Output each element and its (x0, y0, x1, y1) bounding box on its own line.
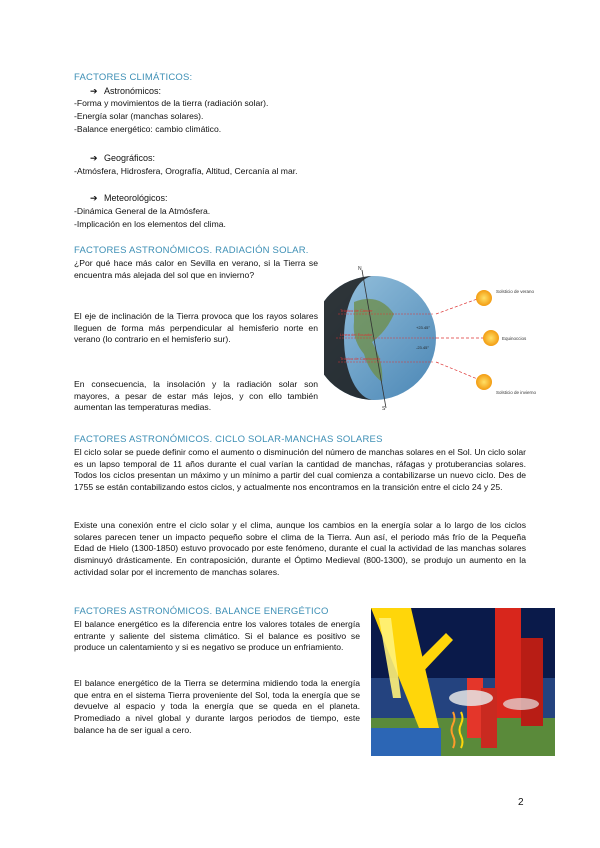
subheading-meteorologicos: ➔ Meteorológicos: (90, 193, 168, 203)
paragraph: El ciclo solar se puede definir como el aumento o disminución del número de manchas solares en el Sol. Un ciclo solar es un lapso temporal de 11 años durante el cual varían la cantidad de manchas, ráfagas y protuberancias solares. Todos los ciclos presentan un máximo y un mínimo a partir del cual comienza a contabilizarse un nuevo ciclo. Des de 1755 se están contabilizando estos ciclos, y actualmente nos encontramos en la transición entre el ciclo 24 y 25. (74, 447, 526, 493)
section-heading-ciclo: FACTORES ASTRONÓMICOS. CICLO SOLAR-MANCHAS SOLARES (74, 434, 383, 445)
paragraph: El eje de inclinación de la Tierra provoca que los rayos solares lleguen de forma más perpendicular al hemisferio norte en verano (lo contrario en el hemisferio sur). (74, 311, 318, 345)
arrow-right-icon: ➔ (90, 153, 98, 163)
angle-label: -23.45° (416, 345, 429, 350)
list-item: -Energía solar (manchas solares). (74, 111, 204, 121)
solstice-summer-label: Solsticio de verano (496, 289, 535, 294)
sun-icon (476, 374, 492, 390)
paragraph: El balance energético es la diferencia entre los valores totales de energía entrante y saliente del sistema climático. Si el balance es positivo se produce un calentamiento y si es negativo se produce un enfriamiento. (74, 619, 360, 653)
section-heading-balance: FACTORES ASTRONÓMICOS. BALANCE ENERGÉTICO (74, 606, 329, 617)
ocean-band (371, 728, 441, 756)
south-label: S (382, 406, 386, 412)
arrow-right-icon: ➔ (90, 193, 98, 203)
list-item: -Dinámica General de la Atmósfera. (74, 206, 211, 216)
back-radiation-arrow (467, 678, 483, 738)
list-item: -Forma y movimientos de la tierra (radiación solar). (74, 98, 269, 108)
lat-label: Trópico de Capricornio (340, 356, 381, 361)
lat-label: Línea del Ecuador (340, 332, 373, 337)
cloud-shape (503, 698, 539, 710)
paragraph: El balance energético de la Tierra se determina midiendo toda la energía que entra en el sistema Tierra proveniente del Sol, toda la energía que se devuelve al espacio y toda la energía que se queda en el planeta. Promediado a nivel global y durante largos periodos de tiempo, este balance ha de ser igual a cero. (74, 678, 360, 735)
paragraph: ¿Por qué hace más calor en Sevilla en verano, si la Tierra se encuentra más alejada del sol que en invierno? (74, 258, 318, 280)
paragraph: En consecuencia, la insolación y la radiación solar son mayores, a pesar de estar más lejos, y con ello también aumentan las temperaturas medias. (74, 379, 318, 413)
list-item: -Atmósfera, Hidrosfera, Orografía, Altitud, Cercanía al mar. (74, 166, 298, 176)
north-label: N (358, 266, 362, 272)
sun-ray (436, 298, 480, 314)
subheading-geograficos: ➔ Geográficos: (90, 153, 156, 163)
energy-balance-diagram (371, 608, 555, 756)
outgoing-longwave-arrow (521, 638, 543, 726)
solstice-diagram (324, 262, 544, 412)
sun-icon (476, 290, 492, 306)
section-heading-climaticos: FACTORES CLIMÁTICOS: (74, 72, 193, 83)
equinox-label: Equinoccios (502, 336, 527, 341)
list-item: -Balance energético: cambio climático. (74, 124, 222, 134)
subheading-astronomicos: ➔ Astronómicos: (90, 86, 162, 96)
page-number: 2 (518, 797, 524, 808)
solstice-winter-label: Solsticio de invierno (496, 390, 537, 395)
cloud-shape (449, 690, 493, 706)
sun-icon (483, 330, 499, 346)
sun-ray (436, 362, 480, 380)
list-item: -Implicación en los elementos del clima. (74, 219, 226, 229)
paragraph: Existe una conexión entre el ciclo solar y el clima, aunque los cambios en la energía solar a lo largo de los ciclos solares parecen tener un impacto pequeño sobre el clima de la Tierra. Aun así, el periodo más frío de la Pequeña Edad de Hielo (1300-1850) estuvo provocado por este fenómeno, durante el cual la actividad de las manchas solares disminuyó drásticamente. En contraposición, durante el Óptimo Medieval (800-1300), se produjo un aumento en la actividad solar por el incremento de manchas solares. (74, 520, 526, 577)
arrow-right-icon: ➔ (90, 86, 98, 96)
angle-label: +23.45° (416, 325, 430, 330)
section-heading-radiacion: FACTORES ASTRONÓMICOS. RADIACIÓN SOLAR. (74, 245, 309, 256)
lat-label: Trópico de Cáncer (340, 308, 373, 313)
